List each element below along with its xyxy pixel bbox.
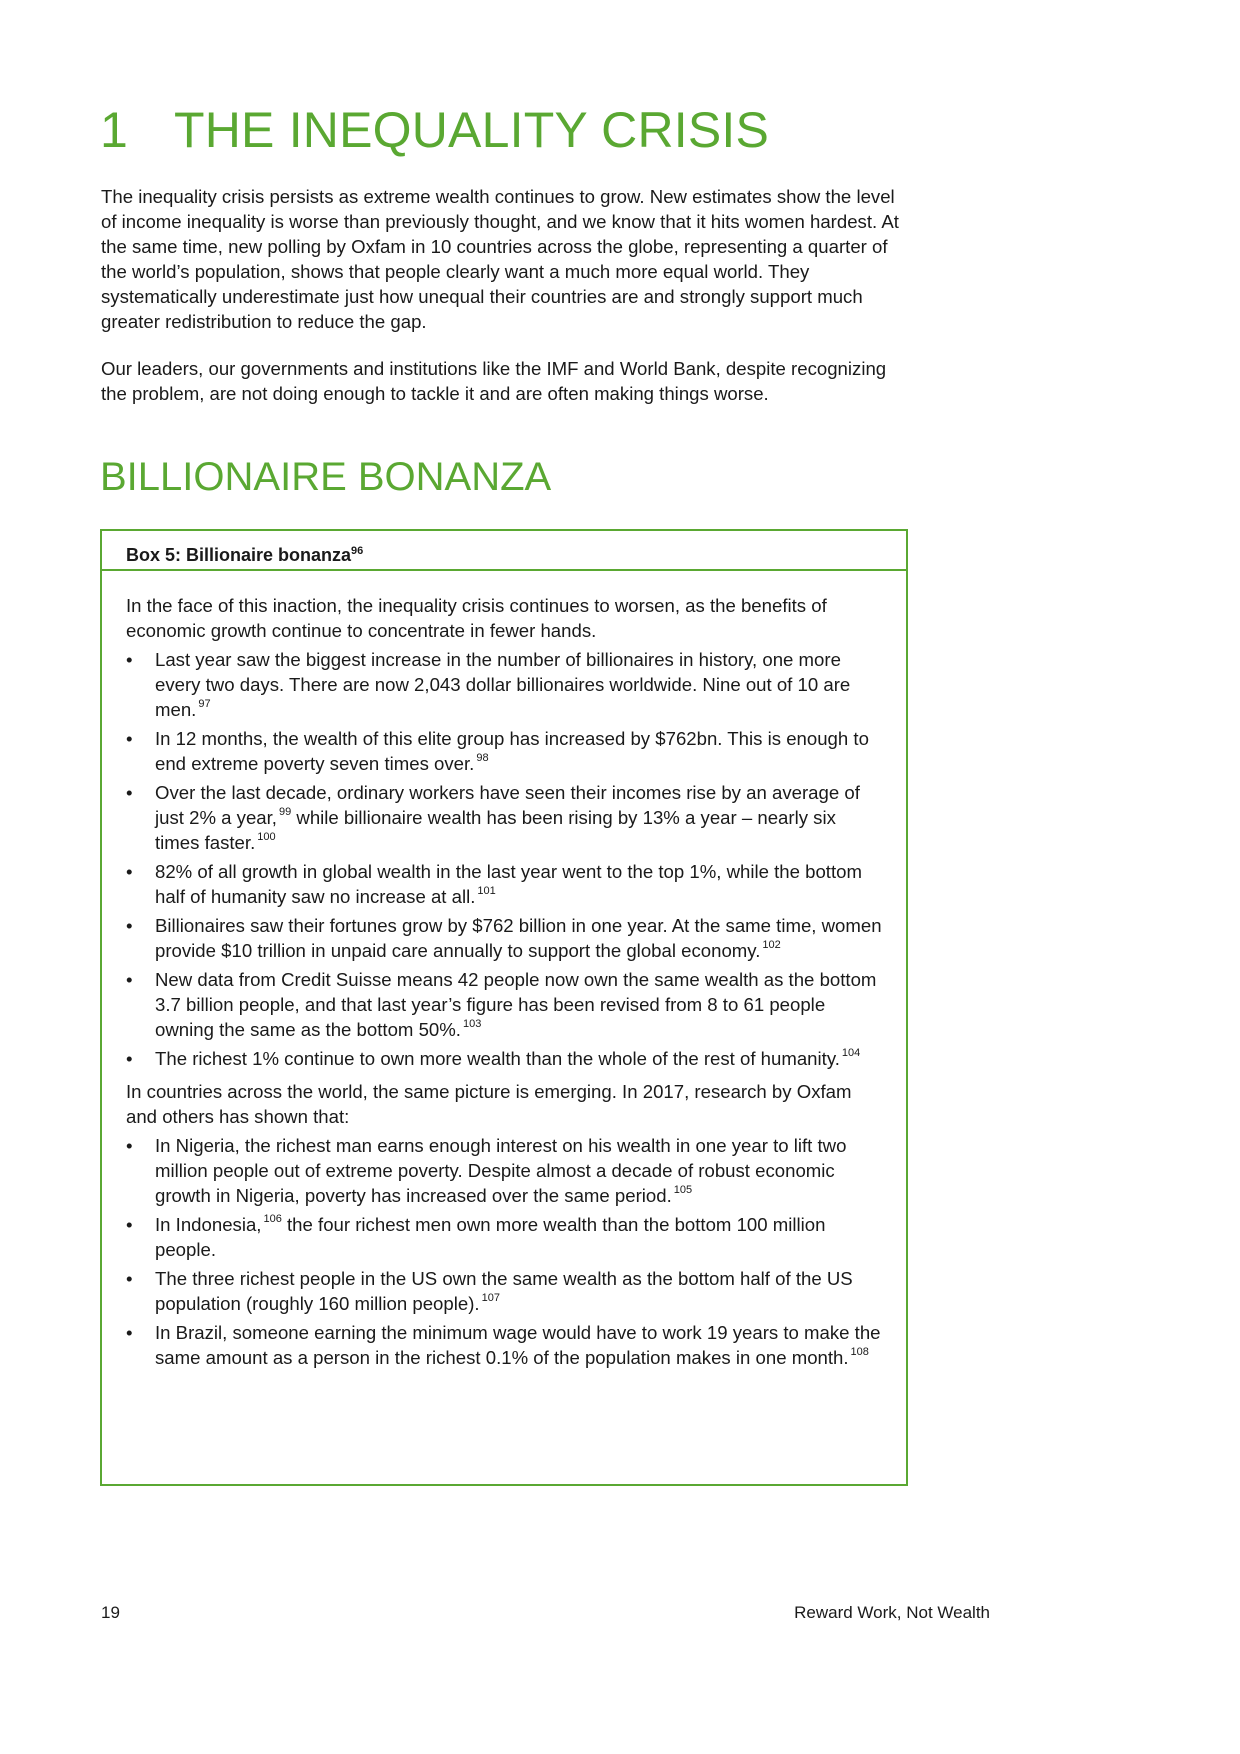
list-item — [126, 1320, 882, 1370]
intro-paragraph-1: The inequality crisis persists as extreme wealth continues to grow. New estimates show the level of income inequality is worse than previously thought, and we know that it hits women hardest. At the same time, new polling by Oxfam in 10 countries across the globe, representing a quarter of the world’s population, shows that people clearly want a much more equal world. They systematically underestimate just how unequal their countries are and strongly support much greater redistribution to reduce the gap. — [101, 186, 899, 332]
bullet-icon: • — [126, 861, 133, 882]
chapter-title — [100, 98, 769, 162]
box-bullet-list-2 — [126, 1133, 882, 1370]
list-item — [126, 859, 882, 909]
billionaire-bonanza-box — [100, 529, 908, 1486]
bullet-icon: • — [126, 915, 133, 936]
list-item-text: In Brazil, someone earning the minimum wage would have to work 19 years to make the same amount as a person in the richest 0.1% of the population makes in one month. — [155, 1322, 881, 1368]
page-number: 19 — [101, 1603, 120, 1622]
section-title: BILLIONAIRE BONANZA — [100, 455, 552, 499]
list-item — [126, 913, 882, 963]
chapter-title-text: THE INEQUALITY CRISIS — [174, 102, 770, 158]
list-item — [126, 1046, 882, 1071]
list-item-text: In Nigeria, the richest man earns enough interest on his wealth in one year to lift two million people out of extreme poverty. Despite almost a decade of robust economic growth in Nigeria, poverty has increased over the same period. — [155, 1135, 847, 1206]
intro-text — [101, 184, 911, 428]
bullet-icon: • — [126, 782, 133, 803]
footnote-ref: 99 — [278, 806, 292, 818]
list-item-text: In Indonesia, — [155, 1214, 262, 1235]
list-item-text: The three richest people in the US own the same wealth as the bottom half of the US population (roughly 160 million people). — [155, 1268, 853, 1314]
list-item-text: Last year saw the biggest increase in the number of billionaires in history, one more every two days. There are now 2,043 dollar billionaires worldwide. Nine out of 10 are men. — [155, 649, 851, 720]
list-item — [126, 1133, 882, 1208]
box-title-footnote: 96 — [351, 545, 364, 557]
footnote-ref: 108 — [850, 1346, 869, 1358]
list-item — [126, 647, 882, 722]
running-title: Reward Work, Not Wealth — [794, 1603, 990, 1622]
list-item-text: while billionaire wealth has been rising by 13% a year – nearly six times faster. — [155, 807, 836, 853]
footnote-ref: 98 — [476, 752, 489, 764]
bullet-icon: • — [126, 1268, 133, 1289]
chapter-number: 1 — [100, 102, 129, 158]
list-item-text: Over the last decade, ordinary workers have seen their incomes rise by an average of just 2% a year, — [155, 782, 860, 828]
footnote-ref: 107 — [481, 1292, 500, 1304]
list-item-text: the four richest men own more wealth than the bottom 100 million people. — [155, 1214, 826, 1260]
list-item — [126, 726, 882, 776]
footnote-ref: 102 — [762, 939, 781, 951]
list-item-text: New data from Credit Suisse means 42 people now own the same wealth as the bottom 3.7 billion people, and that last year’s figure has been revised from 8 to 61 people owning the same as the bottom 50%. — [155, 969, 877, 1040]
box-bullet-list-1 — [126, 647, 882, 1071]
box-header — [102, 531, 906, 571]
list-item-text: In 12 months, the wealth of this elite group has increased by $762bn. This is enough to end extreme poverty seven times over. — [155, 728, 869, 774]
bullet-icon: • — [126, 1135, 133, 1156]
bullet-icon: • — [126, 1322, 133, 1343]
bullet-icon: • — [126, 969, 133, 990]
footnote-ref: 103 — [462, 1018, 482, 1030]
footnote-ref: 106 — [263, 1213, 282, 1225]
bullet-icon: • — [126, 728, 133, 749]
list-item — [126, 1212, 882, 1262]
box-title: Box 5: Billionaire bonanza — [126, 545, 352, 565]
box-middle-paragraph: In countries across the world, the same picture is emerging. In 2017, research by Oxfam and others has shown that: — [126, 1081, 852, 1127]
list-item — [126, 780, 882, 855]
list-item — [126, 1266, 882, 1316]
list-item-text: Billionaires saw their fortunes grow by $762 billion in one year. At the same time, women provide $10 trillion in unpaid care annually to support the global economy. — [155, 915, 882, 961]
list-item-text: The richest 1% continue to own more wealth than the whole of the rest of humanity. — [155, 1048, 840, 1069]
bullet-icon: • — [126, 649, 133, 670]
intro-paragraph-2: Our leaders, our governments and institutions like the IMF and World Bank, despite recognizing the problem, are not doing enough to tackle it and are often making things worse. — [101, 358, 887, 404]
list-item-text: 82% of all growth in global wealth in the last year went to the top 1%, while the bottom half of humanity saw no increase at all. — [155, 861, 862, 907]
footnote-ref: 104 — [841, 1047, 861, 1059]
footnote-ref: 101 — [477, 885, 496, 897]
box-lead-paragraph: In the face of this inaction, the inequality crisis continues to worsen, as the benefits of economic growth continue to concentrate in fewer hands. — [126, 595, 827, 641]
footnote-ref: 97 — [198, 698, 211, 710]
bullet-icon: • — [126, 1214, 133, 1235]
bullet-icon: • — [126, 1048, 133, 1069]
list-item — [126, 967, 882, 1042]
footnote-ref: 105 — [673, 1184, 693, 1196]
footnote-ref: 100 — [257, 831, 276, 843]
box-body — [102, 571, 906, 1370]
